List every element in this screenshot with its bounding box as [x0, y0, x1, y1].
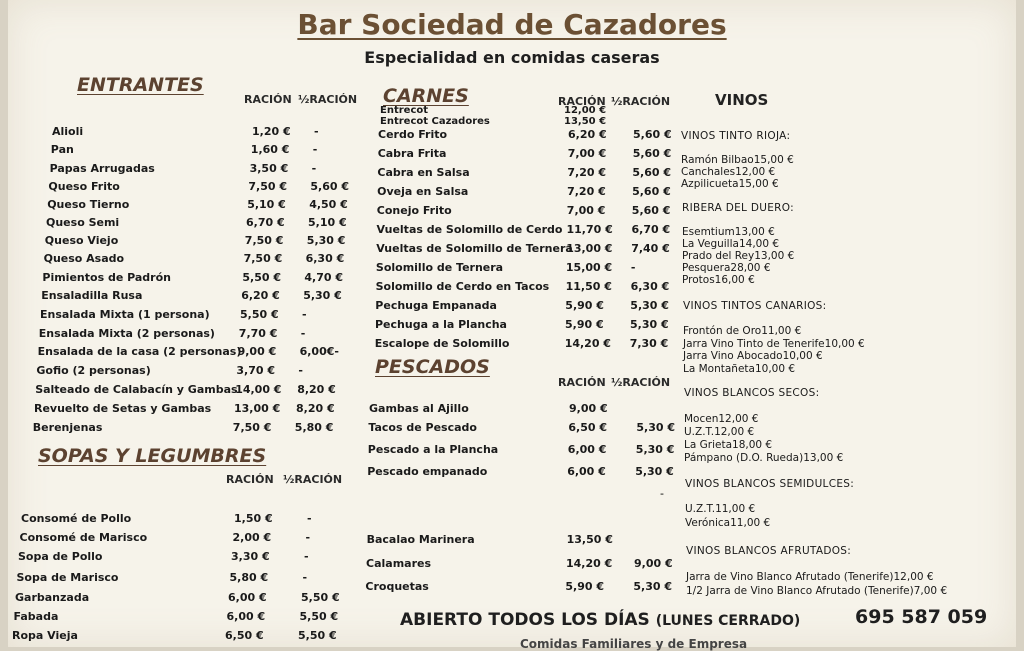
menu-item-row [33, 421, 353, 439]
price-media-racion: - [630, 261, 636, 274]
price-media-racion: 6,30 € [630, 280, 670, 293]
menu-item-name: Bacalao Marinera [366, 533, 475, 546]
price-racion: 9,00 € [569, 402, 608, 415]
menu-item-name: Cerdo Frito [378, 128, 448, 141]
wine-item-row [684, 413, 1014, 426]
price-racion: 6,70 € [246, 216, 285, 229]
wine-category-label: VINOS TINTO RIOJA: [681, 130, 791, 142]
price-media-racion: 5,30 € [633, 580, 673, 593]
menu-item-row [45, 234, 365, 252]
price-racion: 3,50 € [249, 162, 289, 175]
price-racion: 11,70 € [566, 223, 613, 236]
col-head-racion: RACIÓN [558, 95, 606, 108]
menu-item-row [368, 421, 688, 439]
bar-subtitle: Especialidad en comidas caseras [364, 48, 660, 67]
section-title-pescados: PESCADOS [375, 356, 490, 378]
price-media-racion: 5,60 € [631, 204, 671, 217]
wine-name: Esemtium [682, 226, 735, 238]
wine-price: 12,00 € [735, 166, 776, 178]
menu-item-name: Queso Semi [46, 216, 120, 229]
wine-name: Ramón Bilbao [681, 154, 754, 166]
menu-item-row [376, 280, 696, 298]
menu-item-row [12, 629, 337, 647]
price-racion: 7,50 € [244, 234, 284, 247]
menu-item-row [15, 591, 340, 609]
menu-item-row [377, 223, 697, 241]
menu-item-name: Vueltas de Solomillo de Ternera [376, 242, 573, 255]
wine-item-row [683, 338, 1013, 351]
menu-item-row [38, 345, 358, 363]
wine-category-label: VINOS TINTOS CANARIOS: [683, 300, 827, 312]
price-racion: 14,00 € [235, 383, 282, 396]
menu-item-row [50, 162, 370, 180]
wine-item-row [684, 439, 1014, 452]
price-racion: 7,00 € [566, 204, 606, 217]
wine-name: Jarra Vino Tinto de Tenerife [683, 337, 825, 350]
menu-item-row [377, 204, 697, 222]
wine-item-row [682, 274, 1012, 287]
wine-item-row [683, 350, 1013, 363]
price-racion: 7,50 € [243, 252, 283, 265]
wine-name: Azpilicueta [681, 178, 739, 190]
price-media-racion: 5,50 € [299, 610, 339, 623]
menu-item-name: Ensalada Mixta (2 personas) [38, 327, 215, 340]
wine-category-label: VINOS BLANCOS SEMIDULCES: [685, 478, 855, 490]
menu-item-name: Fabada [13, 610, 59, 623]
menu-item-name: Solomillo de Ternera [375, 261, 504, 274]
price-media-racion: 5,10 € [308, 216, 347, 229]
price-racion: 15,00 € [565, 261, 613, 274]
menu-item-name: Tacos de Pescado [368, 421, 477, 434]
price-media-racion: 5,30 € [635, 443, 675, 456]
wine-name: Jarra Vino Abocado [683, 350, 783, 362]
menu-item-name: Cabra Frita [377, 147, 447, 160]
wine-price: 7,00 € [913, 585, 948, 597]
menu-item-name: Garbanzada [15, 591, 90, 604]
section-title-entrantes: ENTRANTES [77, 74, 204, 96]
wine-price: 16,00 € [714, 274, 755, 286]
price-racion: 7,50 € [248, 180, 288, 193]
price-racion: 13,00 € [566, 242, 613, 255]
price-media-racion: - [302, 571, 308, 584]
menu-item-name: Croquetas [365, 580, 429, 593]
price-racion: 5,80 € [229, 571, 269, 584]
price-racion: 6,50 € [225, 629, 264, 642]
price-media-racion: - [304, 550, 309, 563]
price-media-racion: - [298, 364, 303, 377]
col-head-media-racion: ½RACIÓN [611, 376, 671, 389]
price-media-racion: 7,30 € [629, 337, 669, 350]
menu-item-name: Queso Frito [48, 180, 120, 193]
wine-price: 28,00 € [730, 262, 771, 274]
price-racion: 5,90 € [565, 318, 604, 331]
menu-item-name: Pimientos de Padrón [42, 271, 171, 284]
menu-item-name: Oveja en Salsa [377, 185, 469, 198]
wine-item-row [685, 503, 1015, 516]
wine-price: 15,00 € [738, 178, 779, 190]
price-media-racion: - [311, 162, 317, 175]
price-racion: 3,30 € [231, 550, 270, 563]
price-media-racion: 4,50 € [309, 198, 348, 211]
menu-item-row [46, 216, 366, 234]
price-racion: 1,50 € [234, 512, 273, 525]
price-media-racion: 5,60 € [310, 180, 350, 193]
wine-category-label: VINOS BLANCOS SECOS: [684, 387, 820, 399]
price-racion: 5,10 € [247, 198, 286, 211]
wine-name: Protos [682, 274, 715, 286]
menu-item-name: Entrecot [380, 105, 429, 116]
wine-name: 1/2 Jarra de Vino Blanco Afrutado (Tenerife) [686, 585, 914, 597]
menu-item-name: Entrecot Cazadores [380, 116, 490, 127]
menu-item-row [367, 533, 687, 551]
price-media-racion: 5,30 € [636, 421, 676, 434]
price-racion: 6,00 € [567, 443, 607, 456]
menu-item-name: Salteado de Calabacín y Gambas [35, 383, 238, 396]
col-head-racion: RACIÓN [244, 93, 292, 106]
wine-price: 14,00 € [738, 238, 780, 250]
phone-number: 695 587 059 [855, 606, 988, 628]
section-title-sopas: SOPAS Y LEGUMBRES [38, 445, 267, 467]
menu-item-name: Sopa de Marisco [16, 571, 119, 584]
wine-price: 12,00 € [893, 571, 934, 583]
wine-name: Jarra de Vino Blanco Afrutado (Tenerife) [686, 571, 894, 583]
menu-item-name: Papas Arrugadas [49, 162, 155, 175]
wine-name: U.Z.T. [685, 503, 716, 515]
menu-item-name: Gofio (2 personas) [36, 364, 151, 377]
price-racion: 5,50 € [242, 271, 282, 284]
wine-price: 12,00 € [718, 413, 759, 425]
wine-item-row [685, 517, 1015, 530]
price-media-racion: 5,60 € [632, 147, 672, 160]
wine-price: 18,00 € [732, 439, 773, 451]
price-racion: 6,00 € [567, 465, 606, 478]
dash-mark: - [660, 487, 664, 500]
menu-item-name: Calamares [366, 557, 432, 570]
price-racion: 7,20 € [567, 185, 606, 198]
wine-item-row [686, 571, 1016, 584]
menu-item-name: Pescado empanado [367, 465, 488, 478]
wine-price: 10,00 € [754, 362, 796, 375]
price-media-racion: 5,30 € [635, 465, 674, 478]
price-racion: 7,70 € [238, 327, 278, 340]
price-media-racion: 6,00€- [299, 345, 339, 358]
menu-item-row [369, 402, 689, 420]
col-head-racion: RACIÓN [558, 376, 606, 389]
menu-item-name: Sopa de Pollo [18, 550, 103, 563]
price-media-racion: 4,70 € [304, 271, 344, 284]
price-racion: 13,00 € [234, 402, 281, 415]
menu-item-row [41, 289, 361, 307]
menu-item-name: Pan [50, 143, 74, 156]
footer-bottom-text: Comidas Familiares y de Empresa [520, 637, 748, 651]
price-media-racion: - [300, 327, 306, 340]
col-head-media-racion: ½RACIÓN [298, 93, 358, 106]
menu-item-name: Vueltas de Solomillo de Cerdo [376, 223, 563, 236]
price-racion: 2,00 € [232, 531, 272, 544]
wine-price: 13,00 € [754, 250, 795, 262]
menu-item-name: Gambas al Ajillo [369, 402, 469, 415]
col-head-media-racion: ½RACIÓN [611, 95, 671, 108]
price-racion: 5,90 € [565, 580, 605, 593]
wine-price: 10,00 € [824, 337, 865, 350]
menu-item-row [378, 147, 698, 165]
menu-item-row [40, 308, 360, 326]
menu-item-name: Pescado a la Plancha [367, 443, 499, 456]
price-racion: 14,20 € [566, 557, 613, 570]
bar-title: Bar Sociedad de Cazadores [297, 8, 727, 41]
wine-name: Verónica [685, 517, 731, 529]
wine-name: Prado del Rey [682, 250, 755, 262]
menu-item-name: Ensaladilla Rusa [41, 289, 143, 302]
price-media-racion: 5,50 € [301, 591, 340, 604]
price-racion: 5,50 € [240, 308, 279, 321]
wine-name: Canchales [681, 166, 736, 178]
wine-item-row [684, 426, 1014, 439]
price-racion: 7,50 € [232, 421, 272, 434]
menu-item-row [368, 443, 688, 461]
opening-hours [400, 610, 800, 630]
price-racion: 6,00 € [226, 610, 266, 623]
menu-item-row [42, 271, 362, 289]
price-racion: 6,50 € [568, 421, 608, 434]
menu-item-row [36, 364, 356, 382]
menu-item-row [13, 610, 339, 628]
price-media-racion: 5,60 € [633, 128, 672, 141]
wine-price: 13,00 € [734, 226, 775, 238]
menu-item-row [44, 252, 364, 270]
menu-item-row [34, 402, 354, 420]
price-racion: 11,50 € [565, 280, 612, 293]
menu-item-row [20, 531, 340, 549]
wine-price: 10,00 € [782, 350, 823, 362]
menu-item-row [377, 166, 697, 184]
menu-item-row [18, 550, 338, 568]
price-racion: 14,20 € [564, 337, 611, 350]
col-head-media-racion: ½RACIÓN [283, 473, 343, 486]
menu-item-row [377, 185, 697, 203]
price-media-racion: 9,00 € [634, 557, 673, 570]
menu-item-row [375, 318, 695, 336]
price-media-racion: 5,60 € [632, 185, 671, 198]
price-racion: 9,00 € [237, 345, 277, 358]
closed-day-text: (LUNES CERRADO) [655, 613, 801, 629]
wine-category-label: RIBERA DEL DUERO: [682, 202, 794, 214]
menu-item-name: Revuelto de Setas y Gambas [34, 402, 212, 415]
price-media-racion: 5,80 € [294, 421, 334, 434]
wine-name: Frontón de Oro [683, 325, 762, 337]
price-racion: 13,50 € [564, 116, 607, 127]
menu-item-row [48, 180, 368, 198]
menu-item-row [35, 383, 355, 401]
menu-item-row [366, 557, 686, 575]
menu-item-row [367, 465, 687, 483]
price-racion: 7,00 € [567, 147, 607, 160]
wine-name: U.Z.T. [684, 426, 715, 438]
wine-item-row [681, 178, 1011, 191]
price-racion: 5,90 € [565, 299, 604, 312]
price-media-racion: 5,50 € [298, 629, 337, 642]
menu-item-name: Cabra en Salsa [377, 166, 470, 179]
price-media-racion: 8,20 € [296, 402, 335, 415]
price-media-racion: 5,30 € [630, 318, 669, 331]
menu-item-name: Queso Tierno [47, 198, 130, 211]
menu-item-name: Queso Viejo [44, 234, 119, 247]
menu-item-row [365, 580, 685, 598]
menu-item-row [376, 242, 696, 260]
price-racion: 6,00 € [228, 591, 267, 604]
menu-item-row [52, 125, 372, 143]
price-media-racion: - [314, 125, 319, 138]
menu-item-name: Consomé de Pollo [21, 512, 132, 525]
wine-price: 15,00 € [753, 154, 794, 166]
price-media-racion: 5,60 € [632, 166, 672, 179]
price-racion: 6,20 € [241, 289, 280, 302]
section-title-vinos: VINOS [715, 91, 769, 109]
menu-item-name: Solomillo de Cerdo en Tacos [375, 280, 550, 293]
menu-item-name: Ensalada de la casa (2 personas) [37, 345, 242, 358]
menu-item-name: Queso Asado [43, 252, 125, 265]
menu-item-row [39, 327, 359, 345]
price-media-racion: - [307, 512, 312, 525]
menu-item-name: Escalope de Solomillo [374, 337, 510, 350]
menu-item-row [375, 299, 695, 317]
wine-name: Pámpano (D.O. Rueda) [684, 452, 804, 464]
wine-category-label: VINOS BLANCOS AFRUTADOS: [686, 545, 852, 557]
wine-item-row [683, 325, 1013, 338]
price-media-racion: 5,30 € [306, 234, 346, 247]
menu-item-name: Pechuga a la Plancha [375, 318, 507, 331]
wine-price: 12,00 € [714, 426, 755, 438]
col-head-racion: RACIÓN [226, 473, 274, 486]
wine-item-row [684, 452, 1014, 465]
menu-item-row [17, 571, 337, 589]
price-racion: 12,00 € [564, 105, 607, 116]
price-media-racion: - [302, 308, 307, 321]
menu-item-name: Berenjenas [32, 421, 103, 434]
menu-item-row [51, 143, 371, 161]
menu-item-name: Pechuga Empanada [375, 299, 497, 312]
section-title-carnes: CARNES [383, 85, 469, 107]
price-racion: 1,60 € [250, 143, 290, 156]
wine-price: 11,00 € [730, 517, 771, 529]
price-media-racion: 5,30 € [303, 289, 342, 302]
wine-name: La Montañeta [683, 362, 755, 375]
menu-item-name: Ropa Vieja [12, 629, 78, 642]
wine-price: 13,00 € [803, 452, 844, 464]
price-racion: 3,70 € [236, 364, 276, 377]
price-media-racion: - [305, 531, 311, 544]
wine-item-row [683, 363, 1013, 376]
price-media-racion: 5,30 € [630, 299, 669, 312]
price-media-racion: 8,20 € [297, 383, 336, 396]
price-media-racion: 7,40 € [631, 242, 670, 255]
menu-item-row [378, 128, 698, 146]
price-media-racion: 6,70 € [631, 223, 671, 236]
menu-item-row [21, 512, 341, 530]
menu-item-row [375, 337, 695, 355]
price-racion: 6,20 € [568, 128, 607, 141]
menu-item-name: Conejo Frito [376, 204, 452, 217]
wine-price: 11,00 € [761, 325, 802, 337]
menu-item-name: Ensalada Mixta (1 persona) [40, 308, 210, 321]
price-racion: 7,20 € [567, 166, 607, 179]
wine-name: Mocen [684, 413, 719, 425]
menu-item-row [376, 261, 696, 279]
menu-item-name: Consomé de Marisco [19, 531, 148, 544]
wine-name: La Veguilla [682, 238, 739, 250]
menu-item-name: Alioli [52, 125, 84, 138]
wine-item-row [686, 585, 1016, 598]
price-media-racion: 6,30 € [305, 252, 345, 265]
wine-price: 11,00 € [715, 503, 756, 515]
wine-name: Pesquera [682, 262, 731, 274]
price-media-racion: - [312, 143, 318, 156]
price-racion: 1,20 € [252, 125, 291, 138]
menu-item-row [47, 198, 367, 216]
price-racion: 13,50 € [566, 533, 613, 546]
wine-name: La Grieta [684, 439, 733, 451]
opening-text: ABIERTO TODOS LOS DÍAS [400, 610, 650, 630]
